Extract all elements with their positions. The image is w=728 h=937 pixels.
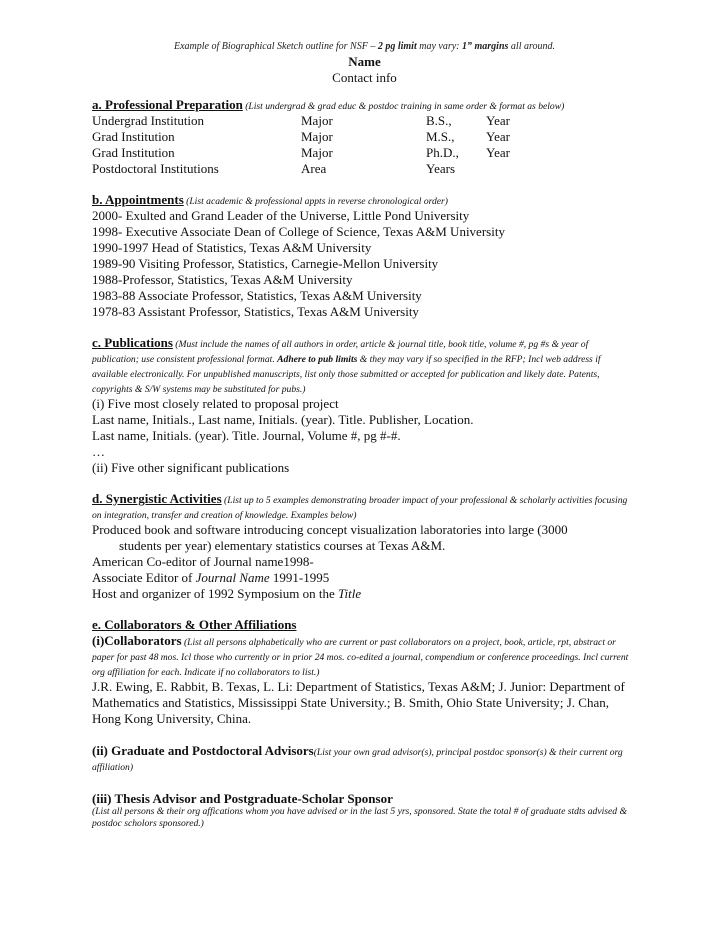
preparation-cell-deg: Years xyxy=(426,161,456,176)
publication-item: (i) Five most closely related to proposal project xyxy=(92,396,339,411)
name-heading: Name xyxy=(348,54,381,69)
preparation-table xyxy=(92,113,637,177)
section-collaborators xyxy=(92,618,637,830)
section-note: (List up to 5 examples demonstrating broader impact of your professional & scholarly activities focusing on integration, transfer and creation of knowledge. Examples below) xyxy=(92,495,628,521)
publication-item: Last name, Initials. (year). Title. Journal, Volume #, pg #-#. xyxy=(92,428,401,443)
publication-item: … xyxy=(92,444,105,459)
preparation-cell-inst: Grad Institution xyxy=(92,145,175,160)
section-appointments xyxy=(92,193,637,320)
activity-item: Associate Editor of Journal Name 1991-1995 xyxy=(92,570,330,585)
section-synergistic-activities xyxy=(92,492,637,602)
section-professional-preparation xyxy=(92,98,637,177)
section-title: a. Professional Preparation xyxy=(92,97,243,112)
outline-header-note: Example of Biographical Sketch outline for NSF – 2 pg limit may vary: 1” margins all around. xyxy=(173,41,555,52)
section-note: (List undergrad & grad educ & postdoc training in same order & format as below) xyxy=(242,101,565,112)
preparation-cell-field: Major xyxy=(301,113,333,128)
section-note: (List academic & professional appts in reverse chronological order) xyxy=(183,196,448,207)
section-title: d. Synergistic Activities xyxy=(92,491,222,506)
preparation-cell-deg: Ph.D., xyxy=(426,145,459,160)
subsection-collaborators: (i)Collaborators (List all persons alphabetically who are current or past collaborators on a project, book, article, rpt, abstract or paper for past 48 mos. Icl those who currently or in prior 24 mos. co-edited a journal, compendium or conference proceedings. Incl current org affiliation for each. Indicate if no collaborators to list.) xyxy=(92,633,629,678)
subsection-thesis-advisor: (iii) Thesis Advisor and Postgraduate-Scholar Sponsor xyxy=(92,791,393,806)
preparation-cell-yr xyxy=(486,161,637,177)
appointment-item: 1983-88 Associate Professor, Statistics, Texas A&M University xyxy=(92,288,422,303)
activity-item-continued: students per year) elementary statistics courses at Texas A&M. xyxy=(119,538,446,553)
activity-item: Host and organizer of 1992 Symposium on the Title xyxy=(92,586,362,601)
preparation-cell-yr: Year xyxy=(486,129,510,144)
section-title: b. Appointments xyxy=(92,192,184,207)
preparation-cell-inst: Postdoctoral Institutions xyxy=(92,161,219,176)
appointment-item: 1988-Professor, Statistics, Texas A&M University xyxy=(92,272,353,287)
section-publications: c. Publications (Must include the names of all authors in order, article & journal title, book title, volume #, pg #s & year of publication; use consistent professional format. Adhere to pub limits & they may vary if so specified in the RFP; Incl web address if available electronically. For unpublished manuscripts, list only those submitted or accepted for publication and likely date. Patents, copyrights & S/W systems may be substituted for pubs.) (i) Five most closely related to proposal project Last name, Initials., Last name, Initials. (year). Title. Publisher, Location. Last name, Initials. (year). Title. Journal, Volume #, pg #-#. … (ii) Five other significant publications xyxy=(92,336,637,476)
appointment-item: 1989-90 Visiting Professor, Statistics, Carnegie-Mellon University xyxy=(92,256,439,271)
activity-item: American Co-editor of Journal name1998- xyxy=(92,554,314,569)
preparation-row xyxy=(92,113,637,129)
publication-item: (ii) Five other significant publications xyxy=(92,460,290,475)
preparation-row xyxy=(92,145,637,161)
preparation-cell-deg: B.S., xyxy=(426,113,452,128)
appointment-item: 2000- Exulted and Grand Leader of the Universe, Little Pond University xyxy=(92,208,470,223)
contact-info: Contact info xyxy=(332,70,397,85)
preparation-cell-yr: Year xyxy=(486,113,510,128)
appointment-item: 1998- Executive Associate Dean of College of Science, Texas A&M University xyxy=(92,224,505,239)
appointments-list xyxy=(92,208,637,320)
section-title: e. Collaborators & Other Affiliations xyxy=(92,617,297,632)
preparation-cell-field: Major xyxy=(301,145,333,160)
bio-sketch-document xyxy=(92,40,637,830)
publication-item: Last name, Initials., Last name, Initials. (year). Title. Publisher, Location. xyxy=(92,412,474,427)
preparation-row xyxy=(92,129,637,145)
preparation-cell-field: Area xyxy=(301,161,327,176)
appointment-item: 1978-83 Assistant Professor, Statistics, Texas A&M University xyxy=(92,304,419,319)
preparation-cell-field: Major xyxy=(301,129,333,144)
publications-list xyxy=(92,396,637,476)
preparation-cell-deg: M.S., xyxy=(426,129,455,144)
preparation-cell-yr: Year xyxy=(486,145,510,160)
preparation-cell-inst: Undergrad Institution xyxy=(92,113,205,128)
subsection-note: (List all persons & their org affications whom you have advised or in the last 5 yrs, sponsored. State the total # of graduate stdts advised & postdoc scholors sponsored.) xyxy=(92,806,627,829)
collaborators-text: J.R. Ewing, E. Rabbit, B. Texas, L. Li: Department of Statistics, Texas A&M; J. Junior: Department of Mathematics and Statistics, Mississippi State University.; B. Smith, Ohio State University; J. Chan, Hong Kong University, China. xyxy=(92,679,625,726)
activity-item: Produced book and software introducing concept visualization laboratories into large (3000 xyxy=(92,522,568,537)
subsection-advisors: (ii) Graduate and Postdoctoral Advisors(List your own grad advisor(s), principal postdoc sponsor(s) & their current org affiliation) xyxy=(92,743,623,773)
section-title: c. Publications xyxy=(92,335,173,350)
appointment-item: 1990-1997 Head of Statistics, Texas A&M University xyxy=(92,240,372,255)
preparation-cell-inst: Grad Institution xyxy=(92,129,175,144)
preparation-row xyxy=(92,161,637,177)
